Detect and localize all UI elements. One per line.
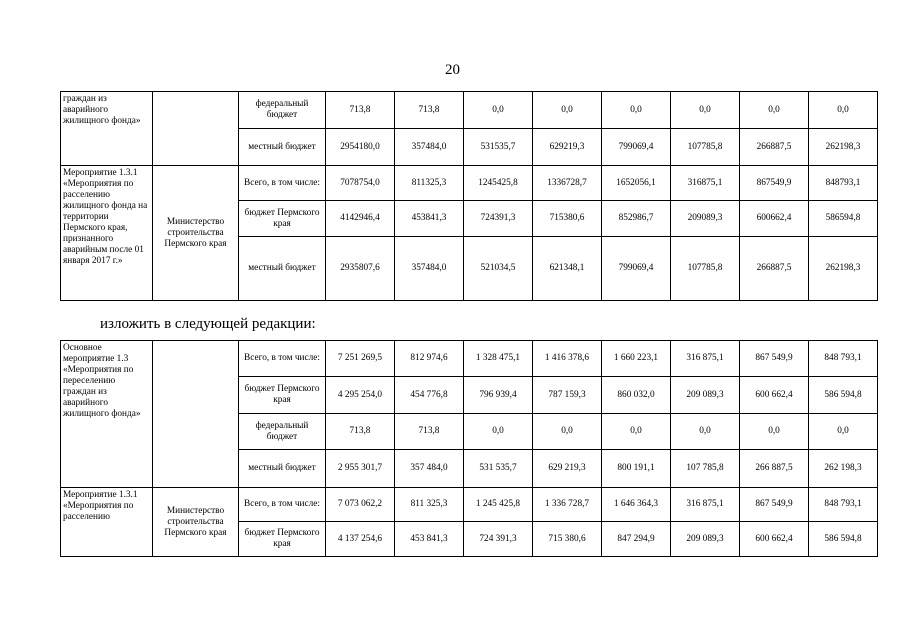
budget-value: 209 089,3	[671, 377, 740, 414]
budget-value: 531535,7	[464, 129, 533, 166]
budget-value: 860 032,0	[602, 377, 671, 414]
funding-source: Всего, в том числе:	[239, 341, 326, 377]
budget-value: 262 198,3	[809, 450, 878, 488]
budget-value: 4 137 254,6	[326, 522, 395, 557]
budget-value: 1 336 728,7	[533, 488, 602, 522]
budget-value: 848 793,1	[809, 341, 878, 377]
funding-source: местный бюджет	[239, 129, 326, 166]
budget-value: 7 073 062,2	[326, 488, 395, 522]
budget-value: 4142946,4	[326, 201, 395, 237]
budget-value: 796 939,4	[464, 377, 533, 414]
budget-value: 811325,3	[395, 166, 464, 201]
table-row	[61, 92, 878, 129]
budget-value: 0,0	[602, 414, 671, 450]
responsible-executor: Министерство строительства Пермского края	[153, 488, 239, 557]
funding-source: федеральный бюджет	[239, 92, 326, 129]
budget-value: 316875,1	[671, 166, 740, 201]
budget-value: 262198,3	[809, 237, 878, 301]
budget-value: 531 535,7	[464, 450, 533, 488]
budget-value: 586 594,8	[809, 522, 878, 557]
budget-value: 2 955 301,7	[326, 450, 395, 488]
funding-source: Всего, в том числе:	[239, 166, 326, 201]
budget-value: 0,0	[671, 414, 740, 450]
budget-value: 586 594,8	[809, 377, 878, 414]
budget-value: 787 159,3	[533, 377, 602, 414]
budget-value: 0,0	[464, 92, 533, 129]
funding-source: бюджет Пермского края	[239, 522, 326, 557]
budget-value: 1652056,1	[602, 166, 671, 201]
budget-value: 713,8	[326, 92, 395, 129]
budget-table-top	[60, 91, 878, 301]
budget-value: 2954180,0	[326, 129, 395, 166]
budget-value: 812 974,6	[395, 341, 464, 377]
budget-value: 357484,0	[395, 237, 464, 301]
budget-value: 1 416 378,6	[533, 341, 602, 377]
budget-value: 1 660 223,1	[602, 341, 671, 377]
budget-value: 848793,1	[809, 166, 878, 201]
budget-value: 0,0	[464, 414, 533, 450]
budget-value: 799069,4	[602, 129, 671, 166]
budget-value: 799069,4	[602, 237, 671, 301]
table-row	[61, 488, 878, 522]
budget-value: 800 191,1	[602, 450, 671, 488]
activity-description: Мероприятие 1.3.1 «Мероприятия по расселению жилищного фонда на территории Пермского края, признанного аварийным после 01 января 2017 г.»	[61, 166, 153, 301]
budget-value: 266887,5	[740, 129, 809, 166]
budget-value: 715380,6	[533, 201, 602, 237]
budget-value: 867 549,9	[740, 488, 809, 522]
budget-value: 4 295 254,0	[326, 377, 395, 414]
budget-value: 600 662,4	[740, 522, 809, 557]
budget-value: 209 089,3	[671, 522, 740, 557]
budget-value: 357 484,0	[395, 450, 464, 488]
budget-value: 2935807,6	[326, 237, 395, 301]
budget-value: 1 646 364,3	[602, 488, 671, 522]
budget-value: 0,0	[602, 92, 671, 129]
budget-value: 847 294,9	[602, 522, 671, 557]
budget-value: 453 841,3	[395, 522, 464, 557]
amendment-phrase: изложить в следующей редакции:	[100, 316, 316, 332]
budget-value: 266 887,5	[740, 450, 809, 488]
funding-source: местный бюджет	[239, 237, 326, 301]
activity-description: граждан из аварийного жилищного фонда»	[61, 92, 153, 166]
budget-value: 848 793,1	[809, 488, 878, 522]
page-number: 20	[445, 62, 460, 78]
budget-value: 715 380,6	[533, 522, 602, 557]
budget-value: 629219,3	[533, 129, 602, 166]
budget-value: 1 328 475,1	[464, 341, 533, 377]
budget-value: 629 219,3	[533, 450, 602, 488]
budget-value: 107785,8	[671, 237, 740, 301]
budget-value: 316 875,1	[671, 488, 740, 522]
budget-value: 1245425,8	[464, 166, 533, 201]
funding-source: федеральный бюджет	[239, 414, 326, 450]
responsible-executor: Министерство строительства Пермского края	[153, 166, 239, 301]
responsible-executor	[153, 341, 239, 488]
budget-value: 600662,4	[740, 201, 809, 237]
budget-value: 713,8	[326, 414, 395, 450]
budget-value: 852986,7	[602, 201, 671, 237]
budget-value: 107785,8	[671, 129, 740, 166]
budget-value: 107 785,8	[671, 450, 740, 488]
budget-value: 713,8	[395, 414, 464, 450]
budget-value: 7 251 269,5	[326, 341, 395, 377]
table-row	[61, 341, 878, 377]
budget-table-bottom	[60, 340, 878, 557]
budget-value: 0,0	[740, 92, 809, 129]
budget-value: 0,0	[740, 414, 809, 450]
budget-value: 0,0	[533, 414, 602, 450]
funding-source: бюджет Пермского края	[239, 201, 326, 237]
budget-value: 266887,5	[740, 237, 809, 301]
budget-value: 713,8	[395, 92, 464, 129]
budget-value: 867549,9	[740, 166, 809, 201]
budget-value: 867 549,9	[740, 341, 809, 377]
funding-source: бюджет Пермского края	[239, 377, 326, 414]
budget-value: 7078754,0	[326, 166, 395, 201]
budget-value: 357484,0	[395, 129, 464, 166]
table-row	[61, 166, 878, 201]
budget-value: 1 245 425,8	[464, 488, 533, 522]
budget-value: 586594,8	[809, 201, 878, 237]
budget-value: 521034,5	[464, 237, 533, 301]
responsible-executor	[153, 92, 239, 166]
budget-value: 209089,3	[671, 201, 740, 237]
budget-value: 316 875,1	[671, 341, 740, 377]
budget-value: 0,0	[809, 92, 878, 129]
budget-value: 1336728,7	[533, 166, 602, 201]
activity-description: Мероприятие 1.3.1 «Мероприятия по расселению	[61, 488, 153, 557]
budget-value: 0,0	[533, 92, 602, 129]
budget-value: 724391,3	[464, 201, 533, 237]
budget-value: 262198,3	[809, 129, 878, 166]
budget-value: 600 662,4	[740, 377, 809, 414]
budget-value: 0,0	[671, 92, 740, 129]
budget-value: 0,0	[809, 414, 878, 450]
activity-description: Основное мероприятие 1.3 «Мероприятия по переселению граждан из аварийного жилищного фонда»	[61, 341, 153, 488]
budget-value: 811 325,3	[395, 488, 464, 522]
budget-value: 453841,3	[395, 201, 464, 237]
funding-source: местный бюджет	[239, 450, 326, 488]
funding-source: Всего, в том числе:	[239, 488, 326, 522]
budget-value: 724 391,3	[464, 522, 533, 557]
budget-value: 621348,1	[533, 237, 602, 301]
budget-value: 454 776,8	[395, 377, 464, 414]
